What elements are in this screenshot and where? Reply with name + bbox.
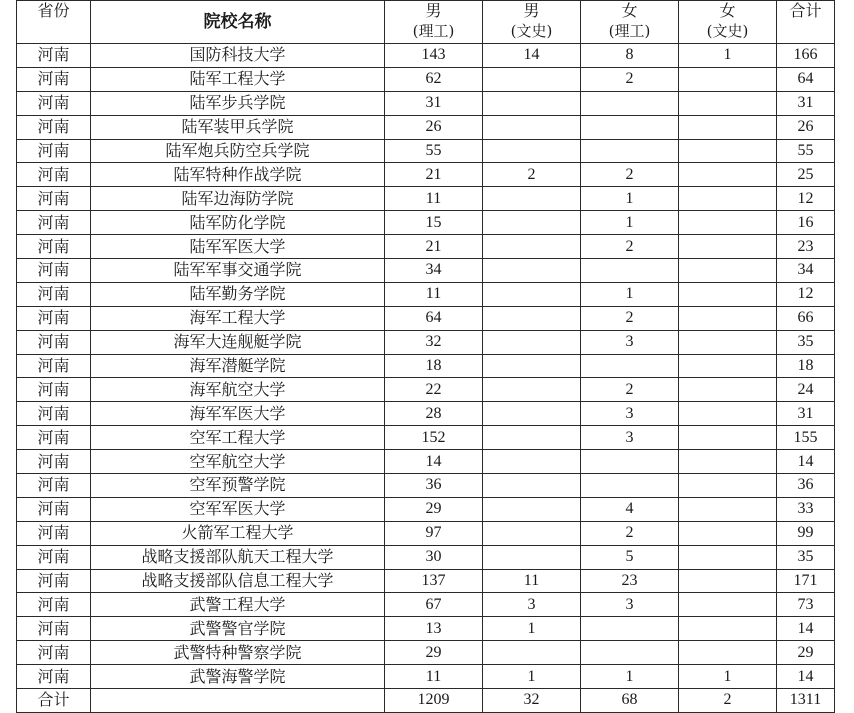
cell-total: 35 — [777, 545, 835, 569]
cell-province: 河南 — [17, 163, 91, 187]
cell-total: 14 — [777, 617, 835, 641]
cell-male-arts: 14 — [483, 44, 581, 68]
cell-female-sci: 5 — [581, 545, 679, 569]
cell-province: 河南 — [17, 211, 91, 235]
header-male-arts-top: 男 — [523, 1, 540, 20]
cell-province: 河南 — [17, 450, 91, 474]
table-row — [17, 282, 835, 306]
cell-female-arts — [679, 354, 777, 378]
cell-total: 18 — [777, 354, 835, 378]
cell-total: 31 — [777, 402, 835, 426]
cell-male-sci: 62 — [385, 67, 483, 91]
cell-female-sci — [581, 115, 679, 139]
header-female-arts-sub: (文史) — [706, 22, 749, 40]
cell-male-sci: 30 — [385, 545, 483, 569]
table-row — [17, 426, 835, 450]
cell-female-sci — [581, 259, 679, 283]
cell-female-sci: 1 — [581, 211, 679, 235]
table-row — [17, 497, 835, 521]
table-body — [17, 44, 835, 689]
cell-total: 26 — [777, 115, 835, 139]
footer-male-sci: 1209 — [385, 689, 483, 713]
cell-male-sci: 137 — [385, 569, 483, 593]
cell-school: 陆军步兵学院 — [91, 91, 385, 115]
cell-male-arts — [483, 450, 581, 474]
cell-total: 99 — [777, 521, 835, 545]
cell-female-arts — [679, 545, 777, 569]
table-row — [17, 91, 835, 115]
cell-province: 河南 — [17, 617, 91, 641]
cell-female-arts — [679, 67, 777, 91]
cell-female-arts — [679, 91, 777, 115]
cell-male-sci: 36 — [385, 474, 483, 498]
cell-male-arts — [483, 67, 581, 91]
cell-male-arts — [483, 474, 581, 498]
table-row — [17, 259, 835, 283]
table-row — [17, 306, 835, 330]
cell-female-sci — [581, 617, 679, 641]
cell-total: 35 — [777, 330, 835, 354]
cell-female-sci — [581, 354, 679, 378]
cell-female-sci — [581, 641, 679, 665]
cell-female-sci: 4 — [581, 497, 679, 521]
cell-female-arts — [679, 641, 777, 665]
header-female-arts — [679, 1, 777, 44]
cell-school: 武警海警学院 — [91, 665, 385, 689]
cell-school: 陆军装甲兵学院 — [91, 115, 385, 139]
cell-total: 166 — [777, 44, 835, 68]
cell-male-sci: 11 — [385, 187, 483, 211]
cell-male-arts — [483, 378, 581, 402]
cell-school: 海军航空大学 — [91, 378, 385, 402]
cell-male-arts — [483, 426, 581, 450]
cell-male-sci: 15 — [385, 211, 483, 235]
cell-school: 陆军边海防学院 — [91, 187, 385, 211]
cell-male-sci: 22 — [385, 378, 483, 402]
cell-male-arts — [483, 641, 581, 665]
cell-school: 空军预警学院 — [91, 474, 385, 498]
cell-female-sci: 2 — [581, 521, 679, 545]
table-row — [17, 545, 835, 569]
cell-female-sci — [581, 474, 679, 498]
cell-male-sci: 13 — [385, 617, 483, 641]
cell-male-sci: 28 — [385, 402, 483, 426]
admission-quota-table — [16, 0, 835, 713]
cell-female-arts — [679, 521, 777, 545]
cell-female-arts — [679, 474, 777, 498]
table-row — [17, 474, 835, 498]
cell-total: 14 — [777, 450, 835, 474]
cell-male-arts — [483, 354, 581, 378]
cell-female-sci: 1 — [581, 665, 679, 689]
table-row — [17, 450, 835, 474]
header-male-arts-sub: (文史) — [510, 22, 553, 40]
footer-female-sci: 68 — [581, 689, 679, 713]
cell-school: 陆军勤务学院 — [91, 282, 385, 306]
cell-total: 155 — [777, 426, 835, 450]
cell-total: 36 — [777, 474, 835, 498]
cell-province: 河南 — [17, 354, 91, 378]
cell-male-arts — [483, 282, 581, 306]
cell-province: 河南 — [17, 115, 91, 139]
cell-male-arts: 1 — [483, 617, 581, 641]
cell-total: 12 — [777, 282, 835, 306]
cell-female-arts — [679, 163, 777, 187]
cell-school: 陆军军事交通学院 — [91, 259, 385, 283]
cell-female-sci: 1 — [581, 282, 679, 306]
cell-total: 34 — [777, 259, 835, 283]
cell-male-sci: 34 — [385, 259, 483, 283]
cell-total: 31 — [777, 91, 835, 115]
footer-female-arts: 2 — [679, 689, 777, 713]
cell-province: 河南 — [17, 426, 91, 450]
cell-school: 国防科技大学 — [91, 44, 385, 68]
table-row — [17, 378, 835, 402]
cell-male-sci: 21 — [385, 235, 483, 259]
cell-male-sci: 14 — [385, 450, 483, 474]
cell-female-arts — [679, 139, 777, 163]
cell-female-arts — [679, 569, 777, 593]
cell-male-arts — [483, 545, 581, 569]
cell-school: 海军大连舰艇学院 — [91, 330, 385, 354]
footer-total: 1311 — [777, 689, 835, 713]
table-row — [17, 593, 835, 617]
cell-male-arts — [483, 187, 581, 211]
cell-province: 河南 — [17, 91, 91, 115]
cell-male-arts — [483, 330, 581, 354]
table-row — [17, 235, 835, 259]
cell-male-arts: 3 — [483, 593, 581, 617]
cell-school: 战略支援部队信息工程大学 — [91, 569, 385, 593]
cell-female-arts — [679, 378, 777, 402]
cell-province: 河南 — [17, 330, 91, 354]
cell-male-sci: 32 — [385, 330, 483, 354]
table-footer-row — [17, 689, 835, 713]
quota-table-container — [16, 0, 834, 713]
cell-male-sci: 55 — [385, 139, 483, 163]
cell-male-arts — [483, 259, 581, 283]
table-row — [17, 330, 835, 354]
cell-province: 河南 — [17, 497, 91, 521]
header-total: 合计 — [777, 1, 835, 44]
cell-female-arts — [679, 426, 777, 450]
cell-female-arts — [679, 593, 777, 617]
cell-total: 33 — [777, 497, 835, 521]
cell-male-arts: 1 — [483, 665, 581, 689]
cell-male-sci: 29 — [385, 497, 483, 521]
cell-school: 陆军工程大学 — [91, 67, 385, 91]
cell-male-arts — [483, 521, 581, 545]
cell-female-arts: 1 — [679, 665, 777, 689]
cell-female-arts — [679, 497, 777, 521]
cell-male-arts: 11 — [483, 569, 581, 593]
header-female-sci-top: 女 — [621, 1, 638, 20]
table-row — [17, 665, 835, 689]
cell-province: 河南 — [17, 44, 91, 68]
cell-female-sci: 3 — [581, 330, 679, 354]
cell-province: 河南 — [17, 139, 91, 163]
table-row — [17, 569, 835, 593]
cell-school: 海军军医大学 — [91, 402, 385, 426]
cell-province: 河南 — [17, 259, 91, 283]
cell-school: 陆军炮兵防空兵学院 — [91, 139, 385, 163]
cell-male-arts — [483, 402, 581, 426]
cell-total: 14 — [777, 665, 835, 689]
cell-province: 河南 — [17, 593, 91, 617]
cell-female-sci: 8 — [581, 44, 679, 68]
cell-total: 55 — [777, 139, 835, 163]
cell-male-arts: 2 — [483, 163, 581, 187]
cell-province: 河南 — [17, 402, 91, 426]
cell-total: 64 — [777, 67, 835, 91]
cell-school: 空军航空大学 — [91, 450, 385, 474]
cell-female-arts — [679, 259, 777, 283]
cell-female-sci: 3 — [581, 402, 679, 426]
cell-school: 海军潜艇学院 — [91, 354, 385, 378]
cell-female-arts — [679, 617, 777, 641]
cell-male-sci: 11 — [385, 282, 483, 306]
cell-female-arts — [679, 330, 777, 354]
cell-school: 武警警官学院 — [91, 617, 385, 641]
cell-province: 河南 — [17, 641, 91, 665]
cell-male-sci: 21 — [385, 163, 483, 187]
cell-female-sci: 2 — [581, 235, 679, 259]
cell-male-arts — [483, 497, 581, 521]
cell-female-arts — [679, 235, 777, 259]
cell-school: 空军军医大学 — [91, 497, 385, 521]
footer-school — [91, 689, 385, 713]
cell-female-sci — [581, 450, 679, 474]
header-female-sci — [581, 1, 679, 44]
cell-province: 河南 — [17, 235, 91, 259]
cell-school: 火箭军工程大学 — [91, 521, 385, 545]
header-male-sci-sub: (理工) — [412, 22, 455, 40]
cell-male-arts — [483, 139, 581, 163]
table-row — [17, 521, 835, 545]
cell-school: 陆军军医大学 — [91, 235, 385, 259]
cell-female-sci: 2 — [581, 67, 679, 91]
cell-total: 23 — [777, 235, 835, 259]
cell-female-arts — [679, 115, 777, 139]
cell-female-arts — [679, 211, 777, 235]
cell-female-sci — [581, 91, 679, 115]
cell-school: 武警工程大学 — [91, 593, 385, 617]
cell-province: 河南 — [17, 306, 91, 330]
cell-total: 16 — [777, 211, 835, 235]
cell-male-arts — [483, 235, 581, 259]
table-row — [17, 187, 835, 211]
header-male-arts — [483, 1, 581, 44]
cell-province: 河南 — [17, 282, 91, 306]
cell-province: 河南 — [17, 67, 91, 91]
header-male-sci — [385, 1, 483, 44]
cell-female-sci: 3 — [581, 593, 679, 617]
cell-total: 29 — [777, 641, 835, 665]
cell-male-arts — [483, 115, 581, 139]
cell-male-sci: 26 — [385, 115, 483, 139]
cell-school: 空军工程大学 — [91, 426, 385, 450]
header-female-arts-top: 女 — [719, 1, 736, 20]
cell-female-sci — [581, 139, 679, 163]
cell-province: 河南 — [17, 665, 91, 689]
cell-female-sci: 2 — [581, 378, 679, 402]
cell-female-arts: 1 — [679, 44, 777, 68]
cell-total: 73 — [777, 593, 835, 617]
cell-school: 海军工程大学 — [91, 306, 385, 330]
header-female-sci-sub: (理工) — [608, 22, 651, 40]
cell-total: 171 — [777, 569, 835, 593]
cell-male-arts — [483, 91, 581, 115]
cell-school: 战略支援部队航天工程大学 — [91, 545, 385, 569]
header-male-sci-top: 男 — [425, 1, 442, 20]
cell-male-sci: 11 — [385, 665, 483, 689]
table-row — [17, 211, 835, 235]
cell-total: 12 — [777, 187, 835, 211]
cell-male-sci: 31 — [385, 91, 483, 115]
cell-male-sci: 152 — [385, 426, 483, 450]
table-row — [17, 163, 835, 187]
cell-province: 河南 — [17, 545, 91, 569]
cell-male-sci: 143 — [385, 44, 483, 68]
table-row — [17, 617, 835, 641]
cell-female-arts — [679, 402, 777, 426]
cell-female-sci: 1 — [581, 187, 679, 211]
table-row — [17, 139, 835, 163]
table-row — [17, 115, 835, 139]
table-row — [17, 44, 835, 68]
cell-male-arts — [483, 211, 581, 235]
table-header-row — [17, 1, 835, 44]
cell-male-arts — [483, 306, 581, 330]
cell-male-sci: 97 — [385, 521, 483, 545]
cell-total: 24 — [777, 378, 835, 402]
footer-province: 合计 — [17, 689, 91, 713]
cell-total: 66 — [777, 306, 835, 330]
header-province: 省份 — [17, 1, 91, 44]
table-row — [17, 641, 835, 665]
header-school: 院校名称 — [91, 1, 385, 44]
cell-female-arts — [679, 450, 777, 474]
cell-province: 河南 — [17, 521, 91, 545]
cell-female-sci: 3 — [581, 426, 679, 450]
cell-female-sci: 2 — [581, 163, 679, 187]
table-row — [17, 354, 835, 378]
cell-province: 河南 — [17, 569, 91, 593]
cell-school: 武警特种警察学院 — [91, 641, 385, 665]
cell-province: 河南 — [17, 187, 91, 211]
cell-male-sci: 18 — [385, 354, 483, 378]
cell-female-arts — [679, 282, 777, 306]
cell-female-sci: 23 — [581, 569, 679, 593]
cell-female-arts — [679, 187, 777, 211]
table-row — [17, 67, 835, 91]
cell-female-arts — [679, 306, 777, 330]
cell-province: 河南 — [17, 378, 91, 402]
cell-female-sci: 2 — [581, 306, 679, 330]
cell-school: 陆军特种作战学院 — [91, 163, 385, 187]
table-row — [17, 402, 835, 426]
cell-total: 25 — [777, 163, 835, 187]
cell-male-sci: 64 — [385, 306, 483, 330]
cell-male-sci: 29 — [385, 641, 483, 665]
cell-province: 河南 — [17, 474, 91, 498]
footer-male-arts: 32 — [483, 689, 581, 713]
cell-male-sci: 67 — [385, 593, 483, 617]
cell-school: 陆军防化学院 — [91, 211, 385, 235]
